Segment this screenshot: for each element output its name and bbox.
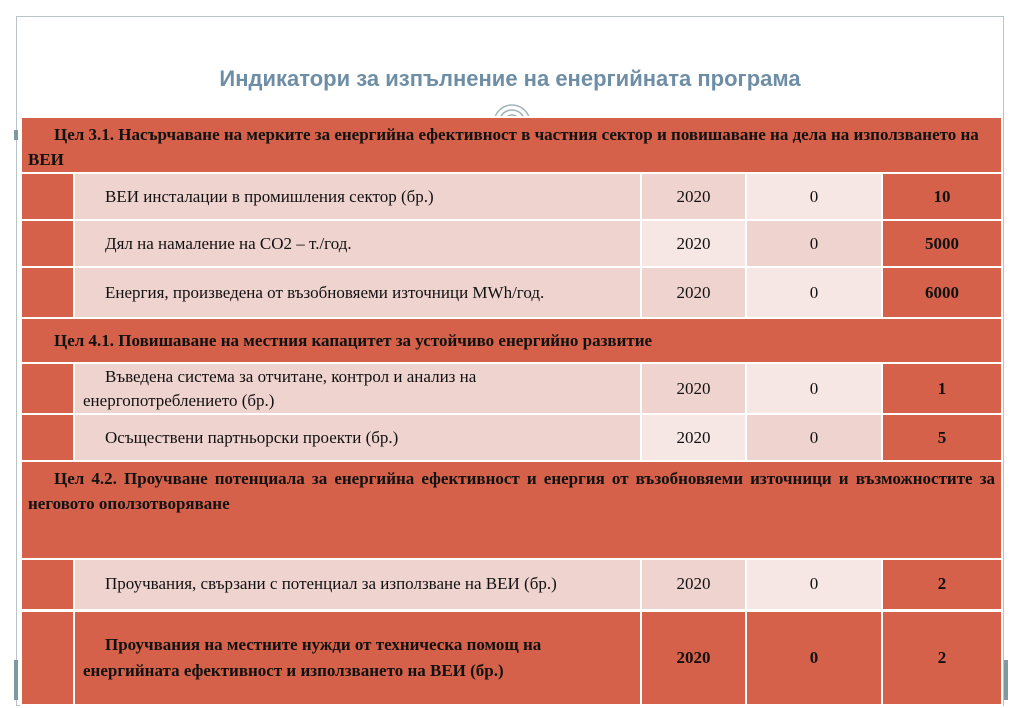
- indicator-label: Проучвания, свързани с потенциал за използване на ВЕИ (бр.): [74, 559, 641, 610]
- table-row: [21, 173, 1002, 220]
- indicator-year: 2020: [641, 173, 746, 220]
- indicator-label: Енергия, произведена от възобновяеми източници MWh/год.: [74, 267, 641, 318]
- goal-heading: Цел 4.2. Проучване потенциала за енергийна ефективност и енергия от възобновяеми източници и възможностите за неговото оползотворяване: [21, 461, 1002, 559]
- indicator-base: 0: [746, 173, 882, 220]
- indicator-year: 2020: [641, 559, 746, 610]
- indicator-year: 2020: [641, 610, 746, 705]
- table-row: [21, 220, 1002, 267]
- goal-row: [21, 318, 1002, 363]
- indicator-year: 2020: [641, 267, 746, 318]
- indicator-target: 5: [882, 414, 1002, 461]
- left-accent-bar: [14, 130, 18, 140]
- indicator-year: 2020: [641, 414, 746, 461]
- indicators-table: [20, 116, 1003, 706]
- table-row: [21, 414, 1002, 461]
- goal-row: [21, 117, 1002, 173]
- left-accent-bar-bottom: [14, 660, 18, 700]
- indicator-label: Проучвания на местните нужди от техническа помощ на енергийната ефективност и използването на ВЕИ (бр.): [74, 610, 641, 705]
- table-row: [21, 267, 1002, 318]
- indicator-base: 0: [746, 414, 882, 461]
- page-title: Индикатори за изпълнение на енергийната програма: [219, 66, 801, 91]
- indicator-label: Осъществени партньорски проекти (бр.): [74, 414, 641, 461]
- table-row: [21, 610, 1002, 705]
- table-row: [21, 363, 1002, 414]
- indicator-base: 0: [746, 220, 882, 267]
- indicator-base: 0: [746, 363, 882, 414]
- indicator-target: 1: [882, 363, 1002, 414]
- goal-heading: Цел 4.1. Повишаване на местния капацитет за устойчиво енергийно развитие: [21, 318, 1002, 363]
- indicator-base: 0: [746, 610, 882, 705]
- indicator-label: Дял на намаление на CO2 – т./год.: [74, 220, 641, 267]
- indicator-year: 2020: [641, 220, 746, 267]
- indicator-target: 5000: [882, 220, 1002, 267]
- indicator-base: 0: [746, 559, 882, 610]
- right-accent-bar-bottom: [1004, 660, 1008, 700]
- indicator-target: 6000: [882, 267, 1002, 318]
- indicator-base: 0: [746, 267, 882, 318]
- indicator-target: 2: [882, 610, 1002, 705]
- table-row: [21, 559, 1002, 610]
- indicator-target: 2: [882, 559, 1002, 610]
- indicator-label: Въведена система за отчитане, контрол и анализ на енергопотреблението (бр.): [74, 363, 641, 414]
- indicator-label: ВЕИ инсталации в промишления сектор (бр.): [74, 173, 641, 220]
- indicator-year: 2020: [641, 363, 746, 414]
- indicator-target: 10: [882, 173, 1002, 220]
- goal-heading: Цел 3.1. Насърчаване на мерките за енергийна ефективност в частния сектор и повишаване на дела на използването на ВЕИ: [21, 117, 1002, 173]
- goal-row: [21, 461, 1002, 559]
